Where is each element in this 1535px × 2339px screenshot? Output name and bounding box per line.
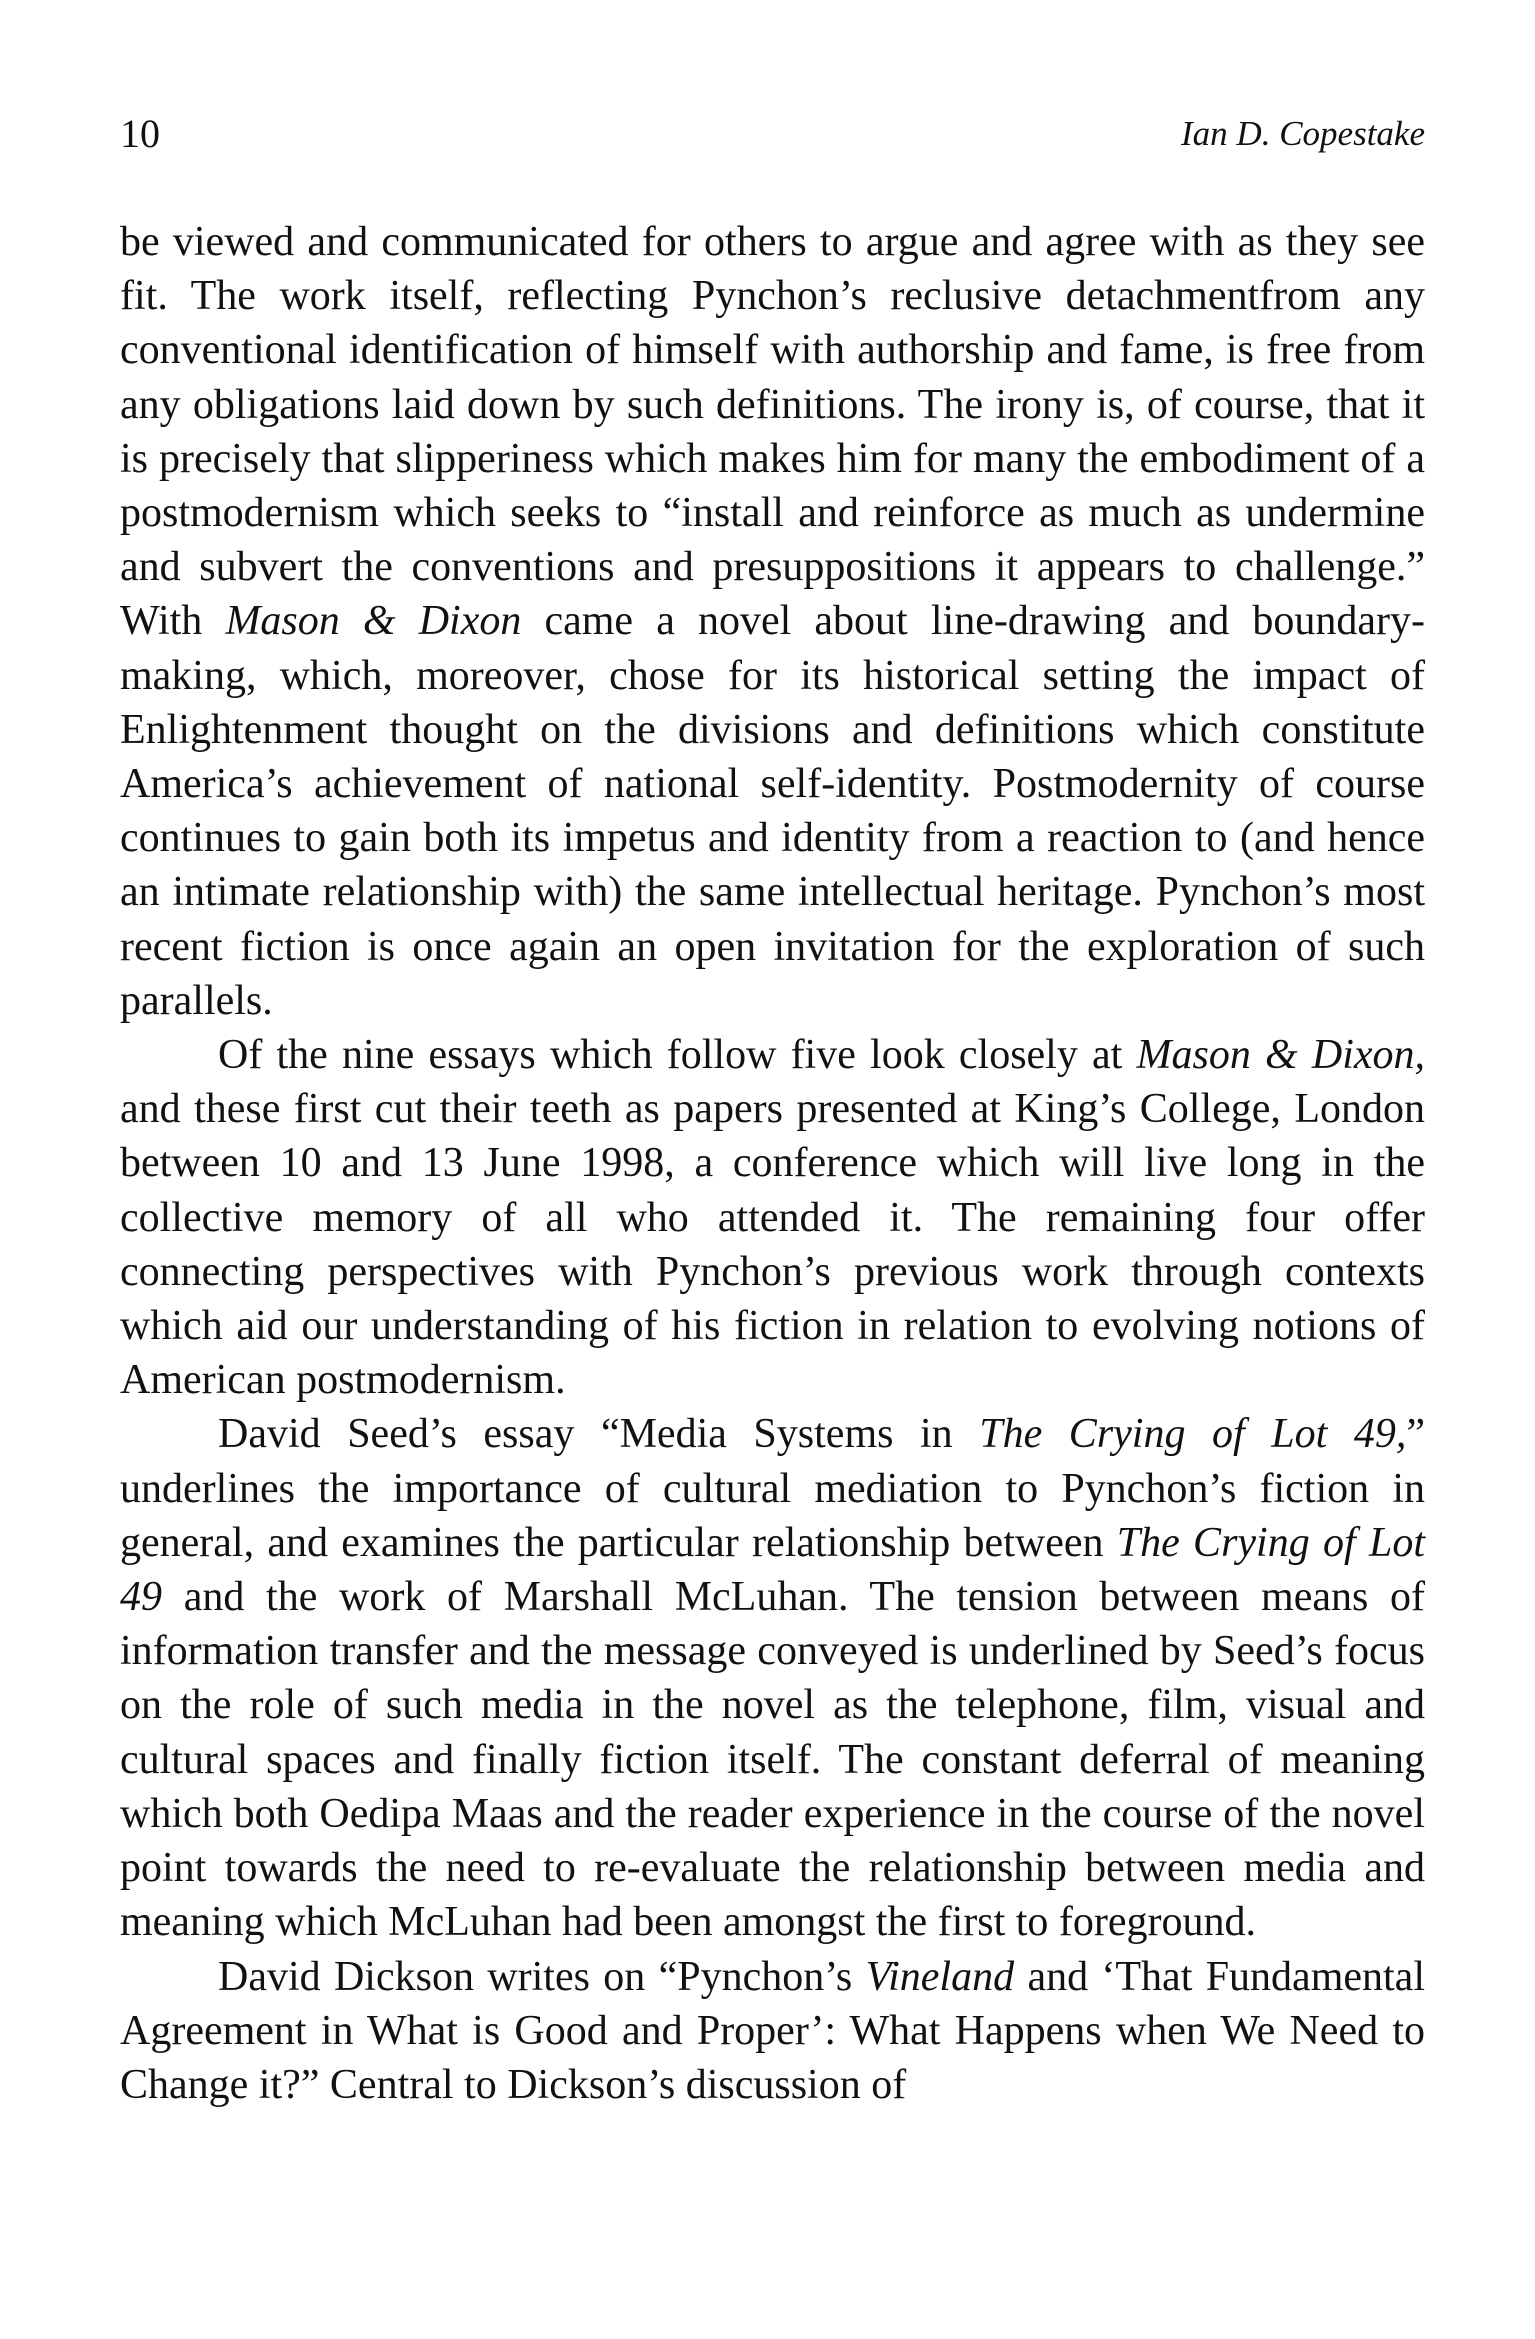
text-run: David Seed’s essay “Media Systems in (218, 1411, 980, 1458)
text-run: came a novel about line-drawing and boundary-making, which, moreover, chose for its historical setting the impact of Enlightenment thought on the divisions and definitions which constitute America’s achievement of national self-identity. Postmodernity of course continues to gain both its impetus and identity from a reaction to (and hence an intimate relationship with) the same intellectual heritage. Pynchon’s most recent fiction is once again an open invitation for the exploration of such parallels. (120, 598, 1425, 1024)
text-run: and ‘That Fundamental Agreement in What is Good and Proper’: What Happens when We Need to Change it?” Central to Dickson’s discussion of (120, 1953, 1425, 2108)
text-run: ” underlines the importance of cultural mediation to Pynchon’s fiction in general, and examines the particular relationship between (120, 1411, 1425, 1566)
italic-title: The Crying of Lot 49 (120, 1519, 1425, 1621)
italic-title: Mason & Dixon (225, 598, 522, 645)
paragraph (120, 215, 1425, 1028)
text-run: Of the nine essays which follow five look closely at (218, 1032, 1137, 1079)
book-page (120, 110, 1425, 2112)
text-run: David Dickson writes on “Pynchon’s (218, 1953, 866, 2000)
running-head-author: Ian D. Copestake (1181, 114, 1425, 153)
body-text (120, 215, 1425, 2112)
italic-title: Vineland (865, 1953, 1015, 2000)
text-run: and these first cut their teeth as papers presented at King’s College, London between 10 and 13 June 1998, a conference which will live long in the collective memory of all who attended it. The remaining four offer connecting perspectives with Pynchon’s previous work through contexts which aid our understanding of his fiction in relation to evolving notions of American postmodernism. (120, 1086, 1425, 1404)
running-head (120, 110, 1425, 170)
paragraph (120, 1950, 1425, 2113)
text-run: and the work of Marshall McLuhan. The tension between means of information transfer and the message conveyed is underlined by Seed’s focus on the role of such media in the novel as the telephone, film, visual and cultural spaces and finally fiction itself. The constant deferral of meaning which both Oedipa Maas and the reader experience in the course of the novel point towards the need to re-evaluate the relationship between media and meaning which McLuhan had been amongst the first to foreground. (120, 1574, 1425, 1946)
page-number: 10 (120, 111, 160, 156)
paragraph (120, 1407, 1425, 1949)
text-run: be viewed and communicated for others to argue and agree with as they see fit. The work itself, reflecting Pynchon’s reclusive detachmentfrom any conventional identification of himself with authorship and fame, is free from any obligations laid down by such definitions. The irony is, of course, that it is precisely that slipperiness which makes him for many the embodiment of a postmodernism which seeks to “install and reinforce as much as undermine and subvert the conventions and presuppositions it appears to challenge.” With (120, 219, 1425, 645)
italic-title: Mason & Dixon, (1136, 1032, 1425, 1079)
italic-title: The Crying of Lot 49, (979, 1411, 1407, 1458)
paragraph (120, 1028, 1425, 1407)
